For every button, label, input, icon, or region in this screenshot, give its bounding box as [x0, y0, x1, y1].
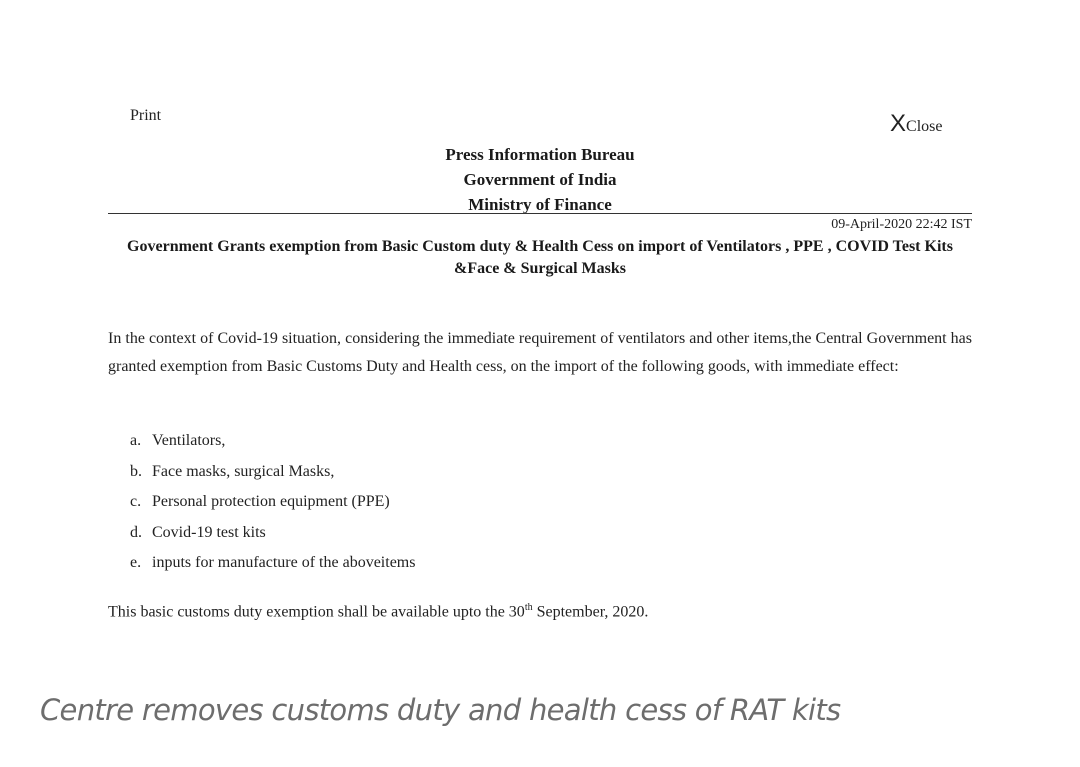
list-marker: e.: [130, 554, 142, 571]
close-icon: X: [890, 110, 907, 137]
list-item-text: Ventilators,: [152, 432, 226, 449]
list-item: [130, 489, 415, 520]
list-item: [130, 428, 415, 459]
list-item: [130, 550, 415, 581]
header-divider: [108, 213, 972, 214]
release-headline: Government Grants exemption from Basic Custom duty & Health Cess on import of Ventilators , PPE , COVID Test Kits &Face & Surgical Masks: [127, 238, 953, 277]
image-caption: Centre removes customs duty and health cess of RAT kits: [40, 693, 841, 727]
print-link[interactable]: Print: [130, 107, 162, 124]
closing-text-after: September, 2020.: [532, 603, 649, 621]
closing-superscript: th: [524, 602, 533, 613]
list-marker: b.: [130, 462, 142, 480]
list-marker: c.: [130, 493, 142, 510]
document-header: [0, 142, 1080, 217]
exempted-items-list: [130, 428, 415, 581]
closing-statement: [108, 602, 648, 621]
closing-text-before: This basic customs duty exemption shall be available upto the 30: [108, 603, 525, 621]
header-government: Government of India: [463, 170, 617, 189]
list-marker: a.: [130, 432, 142, 449]
release-body: In the context of Covid-19 situation, considering the immediate requirement of ventilators and other items,the Central Government has granted exemption from Basic Customs Duty and Health cess, on the import of the following goods, with immediate effect:: [108, 330, 972, 375]
list-item-text: Personal protection equipment (PPE): [152, 493, 390, 510]
list-item: [130, 459, 415, 490]
list-item-text: Covid-19 test kits: [152, 523, 266, 541]
release-date: 09-April-2020 22:42 IST: [831, 217, 972, 232]
header-ministry: Ministry of Finance: [468, 195, 612, 214]
list-item-text: inputs for manufacture of the aboveitems: [152, 554, 416, 571]
list-marker: d.: [130, 523, 142, 541]
close-label: Close: [906, 118, 943, 135]
list-item-text: Face masks, surgical Masks,: [152, 462, 335, 480]
header-bureau: Press Information Bureau: [445, 145, 635, 164]
close-button[interactable]: [890, 112, 942, 136]
list-item: [130, 520, 415, 551]
